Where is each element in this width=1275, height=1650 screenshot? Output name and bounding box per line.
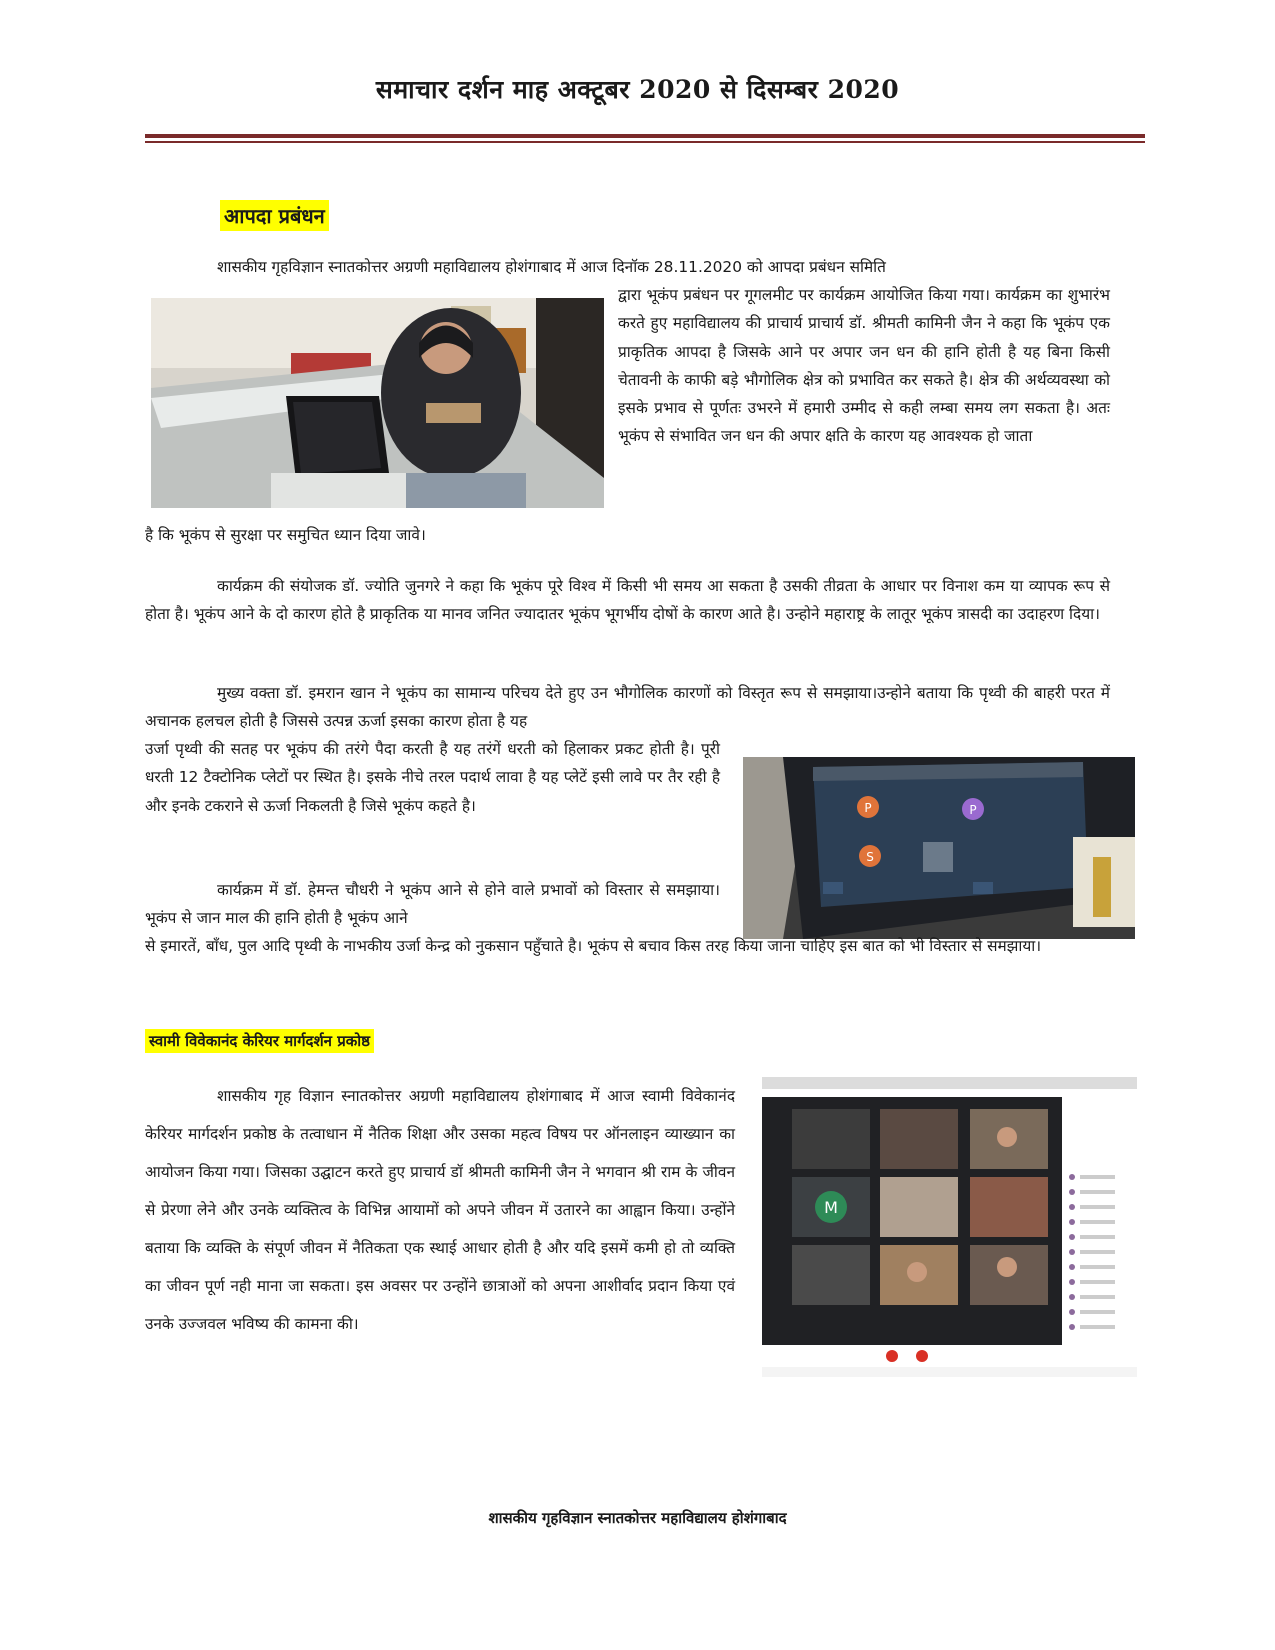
s1-paragraph-1-line-1: शासकीय गृहविज्ञान स्नातकोत्तर अग्रणी महाविद्यालय होशंगाबाद में आज दिनॉक 28.11.2020 को आपदा प्रबंधन समिति [217,258,886,276]
meet-avatar-p1: P [864,801,872,815]
s1-paragraph-1-wrap: द्वारा भूकंप प्रबंधन पर गूगलमीट पर कार्यक्रम आयोजित किया गया। कार्यक्रम का शुभारंभ करते हुए महाविद्यालय की प्राचार्य प्राचार्य डॉ. श्रीमती कामिनी जैन ने कहा कि भूकंप एक प्राकृतिक आपदा है जिसके आने पर अपार जन धन की हानि होती है यह बिना किसी चेतावनी के काफी बड़े भौगोलिक क्षेत्र को प्रभावित कर सकते है। क्षेत्र की अर्थव्यवस्था को इसके प्रभाव से पूर्णतः उभरने में हमारी उम्मीद से कही लम्बा समय लग सकता है। अतः भूकंप से संभावित जन धन की अपार क्षति के कारण यह आवश्यक हो जाता [618,286,1110,446]
meet-avatar-s: S [866,850,874,864]
footer-college-name: शासकीय गृहविज्ञान स्नातकोत्तर महाविद्यालय होशंगाबाद [488,1509,787,1527]
screenshot-online-lecture [762,1077,1137,1377]
title-rule-bottom [145,141,1145,143]
meet-avatar-m: M [824,1198,838,1217]
s1-paragraph-3-top: मुख्य वक्ता डॉ. इमरान खान ने भूकंप का सामान्य परिचय देते हुए उन भौगोलिक कारणों को विस्तृत रूप से समझाया।उन्होने बताया कि पृथ्वी की बाहरी परत में अचानक हलचल होती है जिससे उत्पन्न ऊर्जा इसका कारण होता है यह [145,684,1110,731]
s2-paragraph-1: शासकीय गृह विज्ञान स्नातकोत्तर अग्रणी महाविद्यालय होशंगाबाद में आज स्वामी विवेकानंद केरियर मार्गदर्शन प्रकोष्ठ के तत्वाधान में नैतिक शिक्षा और उसका महत्व विषय पर ऑनलाइन व्याख्यान का आयोजन किया गया। जिसका उद्घाटन करते हुए प्राचार्य डॉ श्रीमती कामिनी जैन ने भगवान श्री राम के जीवन से प्रेरणा लेने और उनके व्यक्तित्व के विभिन्न आयामों को अपने जीवन में उतारने का आह्वान किया। उन्होंने बताया कि व्यक्ति के संपूर्ण जीवन में नैतिकता एक स्थाई आधार होती है और यदि इसमें कमी हो तो व्यक्ति का जीवन पूर्ण नही माना जा सकता। इस अवसर पर उन्होंने छात्राओं को अपना आशीर्वाद प्रदान किया एवं उनके उज्जवल भविष्य की कामना की। [145,1087,735,1333]
photo-principal-at-laptop [151,298,604,508]
s1-paragraph-4-wrap: कार्यक्रम में डॉ. हेमन्त चौधरी ने भूकंप आने से होने वाले प्रभावों को विस्तार से समझाया। भूकंप से जान माल की हानि होती है भूकंप आने [145,881,720,928]
s1-paragraph-4-end: से इमारतें, बाँध, पुल आदि पृथ्वी के नाभकीय उर्जा केन्द्र को नुकसान पहुँचाते है। भूकंप से बचाव किस तरह किया जाना चाहिए इस बात को भी विस्तार से समझाया। [145,937,1042,955]
title-rule-top [145,134,1145,138]
s1-paragraph-3-wrap: उर्जा पृथ्वी की सतह पर भूकंप की तरंगे पैदा करती है यह तरंगें धरती को हिलाकर प्रकट होती है। पूरी धरती 12 टैक्टोनिक प्लेटों पर स्थित है। इसके नीचे तरल पदार्थ लावा है यह प्लेटें इसी लावे पर तैर रही है और इनके टकराने से ऊर्जा निकलती है जिसे भूकंप कहते है। [145,740,720,815]
meet-avatar-p2: P [969,803,977,817]
s1-paragraph-1-end: है कि भूकंप से सुरक्षा पर समुचित ध्यान दिया जावे। [145,526,426,544]
section-heading-disaster-management: आपदा प्रबंधन [220,200,329,231]
s1-paragraph-2: कार्यक्रम की संयोजक डॉ. ज्योति जुनगरे ने कहा कि भूकंप पूरे विश्व में किसी भी समय आ सकता है उसकी तीव्रता के आधार पर विनाश कम या व्यापक रूप से होता है। भूकंप आने के दो कारण होते है प्राकृतिक या मानव जनित ज्यादातर भूकंप भूगर्भीय दोषों के कारण आते है। उन्होने महाराष्ट्र के लातूर भूकंप त्रासदी का उदाहरण दिया। [145,577,1110,624]
newsletter-title: समाचार दर्शन माह अक्टूबर 2020 से दिसम्बर 2020 [375,75,900,104]
section-heading-career-guidance: स्वामी विवेकानंद केरियर मार्गदर्शन प्रकोष्ठ [145,1029,374,1053]
photo-laptop-google-meet [743,757,1135,939]
